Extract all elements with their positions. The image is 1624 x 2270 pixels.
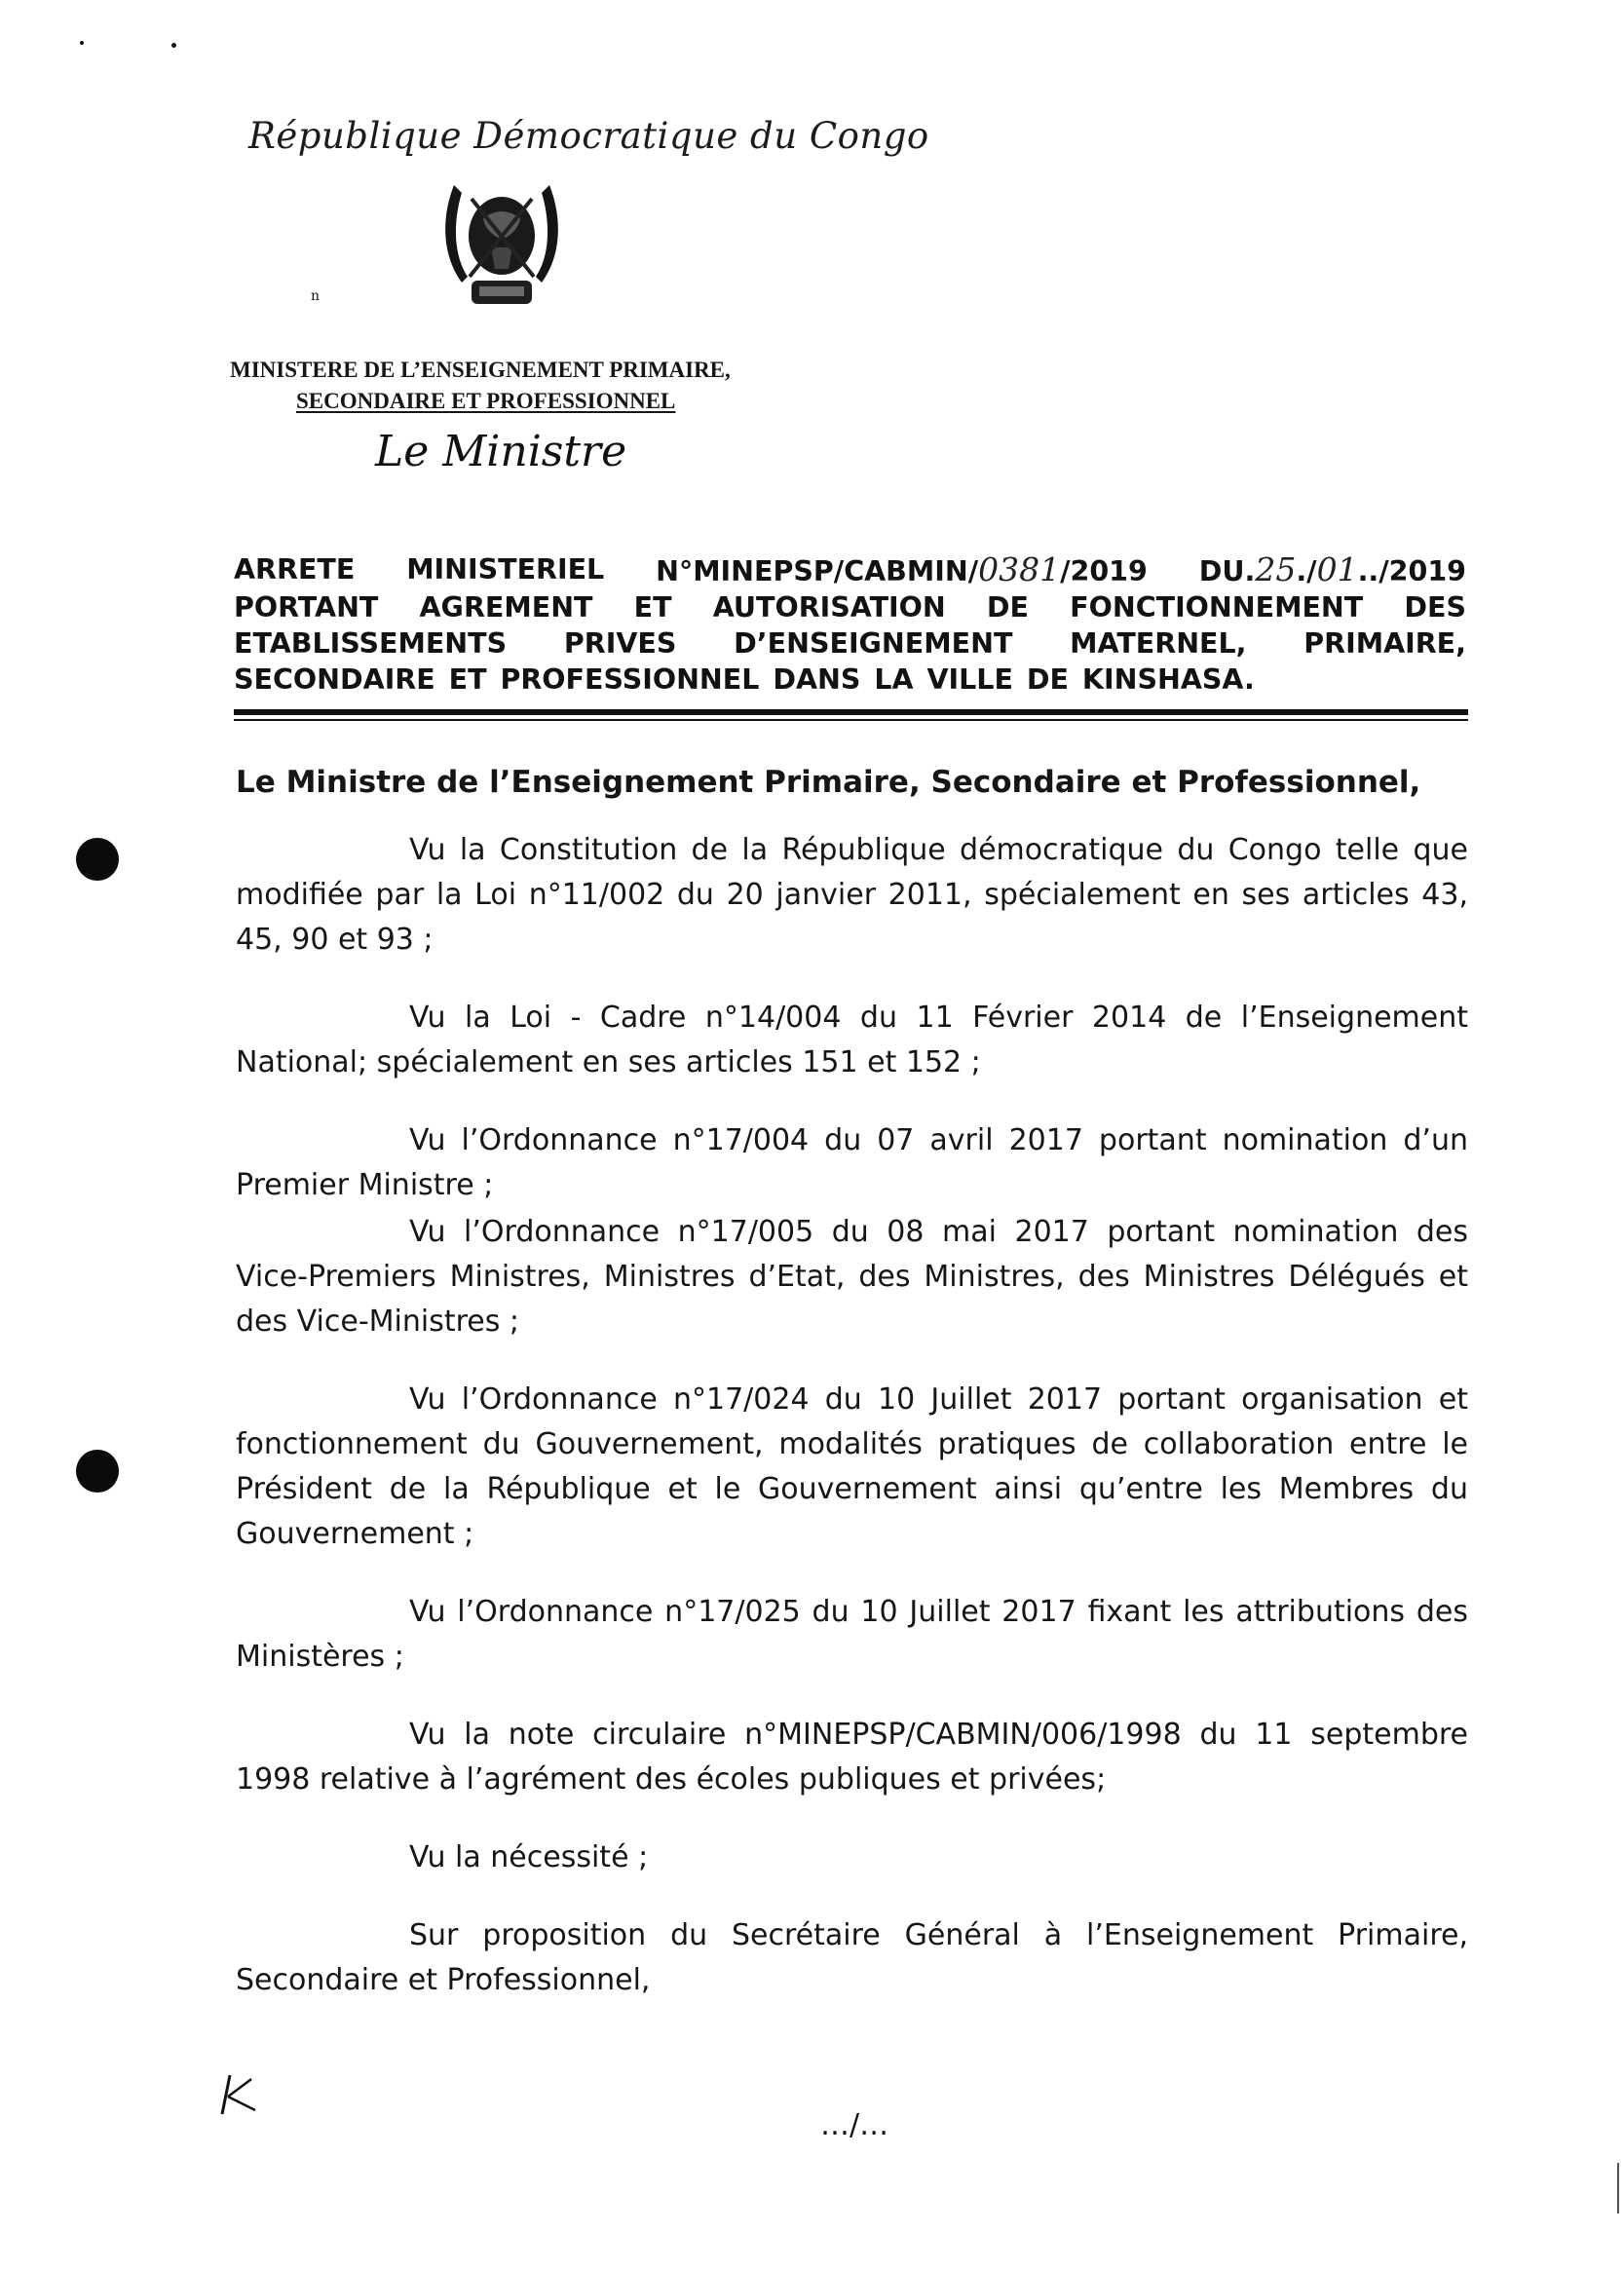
title-line-4: SECONDAIRE ET PROFESSIONNEL DANS LA VILLE DE KINSHASA.: [234, 663, 1255, 696]
decree-title: [234, 551, 1466, 698]
recital-paragraph: Vu l’Ordonnance n°17/025 du 10 Juillet 2017 fixant les attributions des Ministères ;: [236, 1595, 1468, 1674]
title-line-1: [234, 551, 1466, 589]
ministry-name: [230, 355, 731, 417]
recital-paragraph: Vu la nécessité ;: [409, 1840, 649, 1874]
handwritten-number: 0381: [978, 550, 1061, 588]
stray-mark: n: [311, 288, 321, 304]
recital-paragraph: Vu la Constitution de la République démocratique du Congo telle que modifiée par la Loi n°11/002 du 20 janvier 2011, spécialement en ses articles 43, 45, 90 et 93 ;: [236, 833, 1468, 957]
recital-paragraph: Vu l’Ordonnance n°17/004 du 07 avril 2017 portant nomination d’un Premier Ministre ;: [236, 1123, 1468, 1202]
recital-paragraph: Vu l’Ordonnance n°17/005 du 08 mai 2017 portant nomination des Vice-Premiers Ministres, Ministres d’Etat, des Ministres, des Ministres Délégués et des Vice-Ministres ;: [236, 1215, 1468, 1339]
decree-body: [236, 760, 1468, 2036]
title-line-2: PORTANT AGREMENT ET AUTORISATION DE FONCTIONNEMENT DES: [234, 591, 1466, 624]
decree-reference: N°MINEPSP/CABMIN/0381/2019: [656, 550, 1148, 588]
punch-hole: [76, 838, 119, 881]
title-rule-thin: [234, 719, 1468, 721]
handwritten-month: 01: [1316, 550, 1358, 588]
handwritten-day: 25: [1255, 550, 1297, 588]
recital-paragraph: Vu la Loi - Cadre n°14/004 du 11 Février 2014 de l’Enseignement National; spécialement en ses articles 151 et 152 ;: [236, 1001, 1468, 1079]
title-rule: [234, 709, 1468, 715]
body-heading: Le Ministre de l’Enseignement Primaire, Secondaire et Professionnel,: [236, 765, 1421, 800]
scan-edge-mark: [1617, 2163, 1619, 2213]
scan-speck: [80, 41, 84, 45]
ministry-line-2: SECONDAIRE ET PROFESSIONNEL: [296, 389, 676, 413]
scan-speck: [171, 43, 176, 48]
ministry-line-1: MINISTERE DE L’ENSEIGNEMENT PRIMAIRE,: [230, 358, 731, 382]
recital-paragraph: Vu l’Ordonnance n°17/024 du 10 Juillet 2017 portant organisation et fonctionnement du Gouvernement, modalités pratiques de collaboration entre le Président de la République et le Gouvernement ainsi qu’entre les Membres du Gouvernement ;: [236, 1382, 1468, 1551]
continuation-mark: …/…: [820, 2108, 889, 2142]
country-name: République Démocratique du Congo: [248, 115, 929, 157]
title-word: MINISTERIEL: [406, 553, 605, 586]
title-line-3: ETABLISSEMENTS PRIVES D’ENSEIGNEMENT MATERNEL, PRIMAIRE,: [234, 627, 1466, 660]
initials-mark-icon: [216, 2071, 261, 2118]
recital-paragraph: Vu la note circulaire n°MINEPSP/CABMIN/006/1998 du 11 septembre 1998 relative à l’agrément des écoles publiques et privées;: [236, 1718, 1468, 1797]
coat-of-arms-icon: [433, 175, 571, 322]
office-title: Le Ministre: [375, 427, 627, 476]
title-word: ARRETE: [234, 553, 356, 586]
recital-paragraph: Sur proposition du Secrétaire Général à l’Enseignement Primaire, Secondaire et Professionnel,: [236, 1918, 1468, 1997]
decree-date: DU.25./01../2019: [1198, 550, 1466, 588]
punch-hole: [76, 1450, 119, 1493]
